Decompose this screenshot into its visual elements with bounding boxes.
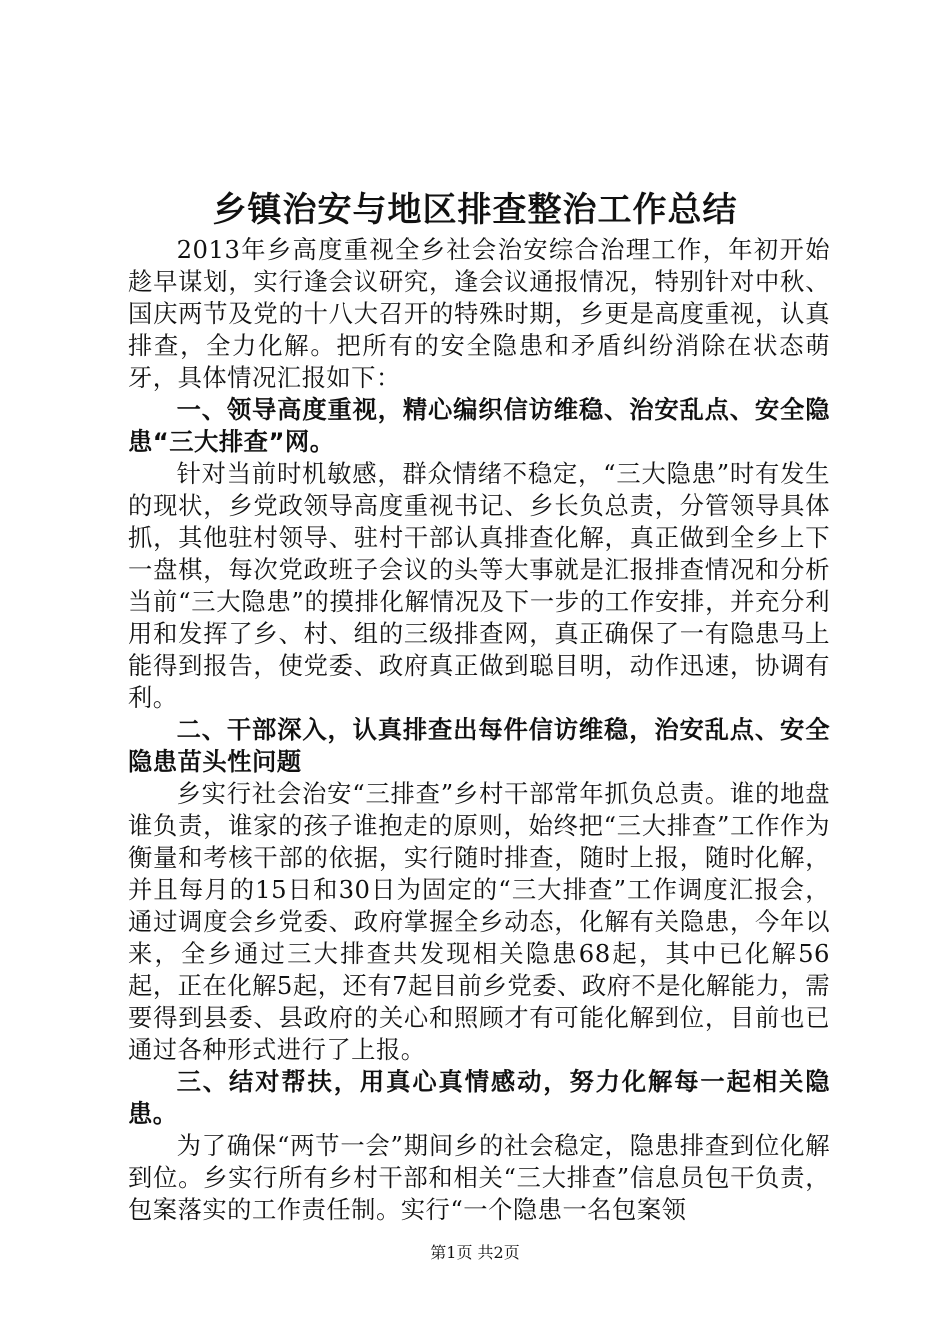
- page-number-footer: 第1页 共2页: [430, 1243, 520, 1262]
- section-heading-2: 二、干部深入，认真排查出每件信访维稳，治安乱点、安全隐患苗头性问题: [128, 715, 830, 776]
- section-paragraph-1: 针对当前时机敏感，群众情绪不稳定，“三大隐患”时有发生的现状，乡党政领导高度重视书记、乡长负总责，分管领导具体抓，其他驻村领导、驻村干部认真排查化解，真正做到全乡上下一盘棋，每次党政班子会议的头等大事就是汇报排查情况和分析当前“三大隐患”的摸排化解情况及下一步的工作安排，并充分利用和发挥了乡、村、组的三级排查网，真正确保了一有隐患马上能得到报告，使党委、政府真正做到聪目明，动作迅速，协调有利。: [128, 459, 830, 712]
- document-body: [128, 234, 830, 1226]
- intro-paragraph: 2013年乡高度重视全乡社会治安综合治理工作，年初开始趁早谋划，实行逢会议研究，逢会议通报情况，特别针对中秋、国庆两节及党的十八大召开的特殊时期，乡更是高度重视，认真排查，全力化解。把所有的安全隐患和矛盾纠纷消除在状态萌牙，具体情况汇报如下：: [128, 235, 830, 392]
- document-title: 乡镇治安与地区排查整治工作总结: [212, 190, 738, 230]
- section-heading-3: 三、结对帮扶，用真心真情感动，努力化解每一起相关隐患。: [128, 1067, 830, 1128]
- section-paragraph-3: 为了确保“两节一会”期间乡的社会稳定，隐患排查到位化解到位。乡实行所有乡村干部和相关“三大排查”信息员包干负责，包案落实的工作责任制。实行“一个隐患一名包案领: [128, 1131, 830, 1224]
- section-heading-1: 一、领导高度重视，精心编织信访维稳、治安乱点、安全隐患“三大排查”网。: [128, 395, 830, 456]
- section-paragraph-2: 乡实行社会治安“三排查”乡村干部常年抓负总责。谁的地盘谁负责，谁家的孩子谁抱走的原则，始终把“三大排查”工作作为衡量和考核干部的依据，实行随时排查，随时上报，随时化解，并且每月的15日和30日为固定的“三大排查”工作调度汇报会，通过调度会乡党委、政府掌握全乡动态，化解有关隐患，今年以来，全乡通过三大排查共发现相关隐患68起，其中已化解56起，正在化解5起，还有7起目前乡党委、政府不是化解能力，需要得到县委、县政府的关心和照顾才有可能化解到位，目前也已通过各种形式进行了上报。: [128, 779, 830, 1064]
